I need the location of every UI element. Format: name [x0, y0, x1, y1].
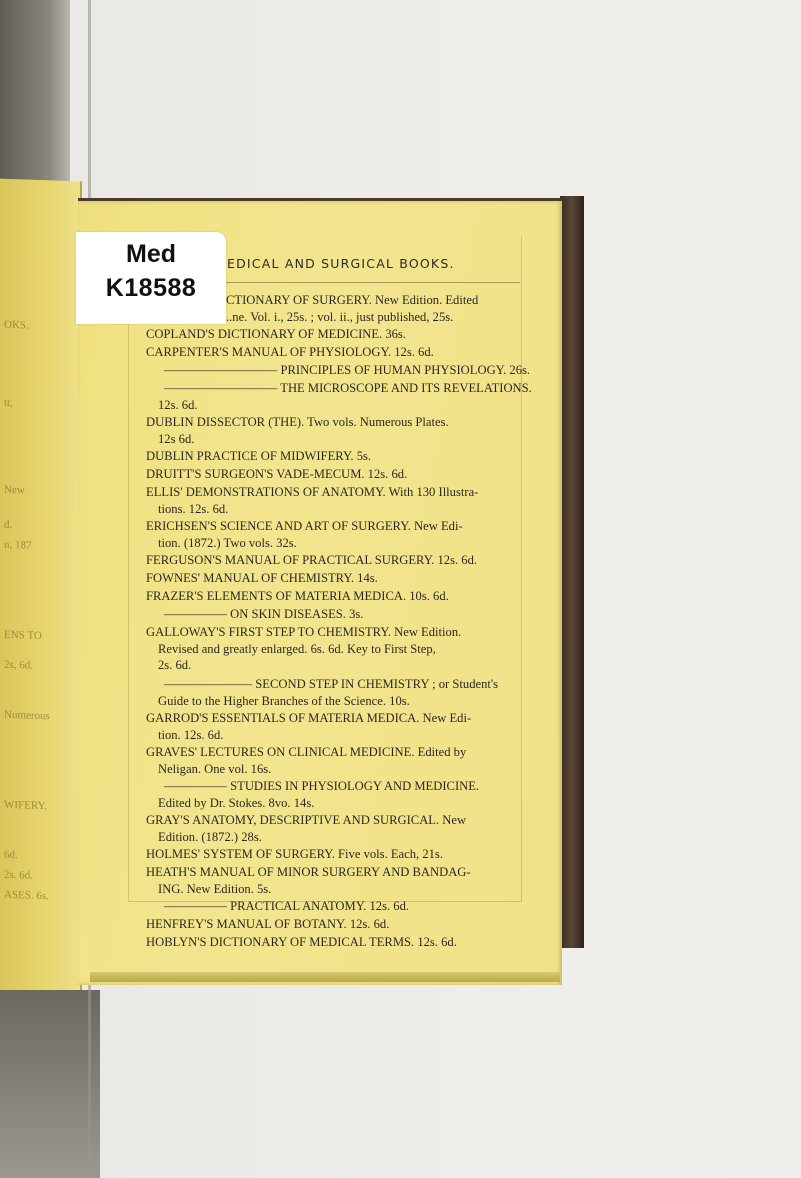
left-fragment: tt,: [4, 396, 13, 410]
page-bottom-edge: [90, 972, 560, 982]
left-facing-page: [0, 179, 82, 1012]
list-item: FRAZER'S ELEMENTS OF MATERIA MEDICA. 10s. 6d.: [146, 589, 449, 603]
list-item: HOBLYN'S DICTIONARY OF MEDICAL TERMS. 12s. 6d.: [146, 935, 457, 949]
left-fragment: OKS.: [4, 318, 29, 332]
list-item: DRUITT'S SURGEON'S VADE-MECUM. 12s. 6d.: [146, 467, 408, 481]
left-fragment: New: [4, 483, 25, 497]
list-item: DUBLIN PRACTICE OF MIDWIFERY. 5s.: [146, 449, 372, 463]
list-item: GRAVES' LECTURES ON CLINICAL MEDICINE. Edited by Neligan. One vol. 16s.: [146, 745, 467, 776]
left-lower-edge: [0, 990, 100, 1178]
list-item: GRAY'S ANATOMY, DESCRIPTIVE AND SURGICAL. New Edition. (1872.) 28s.: [146, 813, 467, 844]
list-item: CARPENTER'S MANUAL OF PHYSIOLOGY. 12s. 6d.: [146, 345, 434, 359]
list-item: ————————— THE MICROSCOPE AND ITS REVELATIONS. 12s. 6d.: [158, 381, 532, 412]
list-item: ————————— PRINCIPLES OF HUMAN PHYSIOLOGY. 26s.: [164, 363, 531, 377]
left-fragment: n, 187: [4, 538, 32, 552]
left-fragment: ASES. 6s.: [4, 888, 49, 903]
left-fragment: ENS TO: [4, 628, 42, 643]
page-header: EDICAL AND SURGICAL BOOKS.: [227, 256, 455, 271]
list-item: ————— PRACTICAL ANATOMY. 12s. 6d.: [164, 899, 410, 913]
left-fragment: 2s, 6d.: [4, 658, 34, 672]
list-item: GALLOWAY'S FIRST STEP TO CHEMISTRY. New Edition. Revised and greatly enlarged. 6s. 6d. Key to First Step, 2s. 6d.: [146, 625, 462, 672]
list-item: ——————— SECOND STEP IN CHEMISTRY ; or Student's Guide to the Higher Branches of the Science. 10s.: [158, 677, 499, 708]
list-item: ELLIS' DEMONSTRATIONS OF ANATOMY. With 130 Illustra- tions. 12s. 6d.: [146, 485, 479, 516]
left-fragment: 6d.: [4, 848, 18, 862]
left-fragment: WIFERY.: [4, 798, 47, 813]
left-fragment: d.: [4, 518, 13, 531]
list-item: ————— STUDIES IN PHYSIOLOGY AND MEDICINE. Edited by Dr. Stokes. 8vo. 14s.: [158, 779, 480, 810]
book-cover-edge: [560, 196, 584, 948]
list-item: GARROD'S ESSENTIALS OF MATERIA MEDICA. New Edi- tion. 12s. 6d.: [146, 711, 472, 742]
list-item: CTIONARY OF SURGERY. New Edition. Edited ..ne. Vol. i., 25s. ; vol. ii., just published, 25s.: [226, 293, 479, 324]
list-item: DUBLIN DISSECTOR (THE). Two vols. Numerous Plates. 12s 6d.: [146, 415, 449, 446]
list-item: FERGUSON'S MANUAL OF PRACTICAL SURGERY. 12s. 6d.: [146, 553, 478, 567]
list-item: HENFREY'S MANUAL OF BOTANY. 12s. 6d.: [146, 917, 390, 931]
left-fragment: Numerous: [4, 708, 50, 723]
list-item: FOWNES' MANUAL OF CHEMISTRY. 14s.: [146, 571, 378, 585]
list-item: HOLMES' SYSTEM OF SURGERY. Five vols. Each, 21s.: [146, 847, 443, 861]
list-item: ERICHSEN'S SCIENCE AND ART OF SURGERY. New Edi- tion. (1872.) Two vols. 32s.: [146, 519, 463, 550]
list-item: HEATH'S MANUAL OF MINOR SURGERY AND BANDAG- ING. New Edition. 5s.: [146, 865, 471, 896]
list-item: COPLAND'S DICTIONARY OF MEDICINE. 36s.: [146, 327, 406, 341]
list-item: ————— ON SKIN DISEASES. 3s.: [164, 607, 364, 621]
label-line-1: Med: [126, 240, 176, 268]
left-fragment: 2s. 6d.: [4, 868, 34, 882]
label-line-2: K18588: [105, 274, 197, 302]
